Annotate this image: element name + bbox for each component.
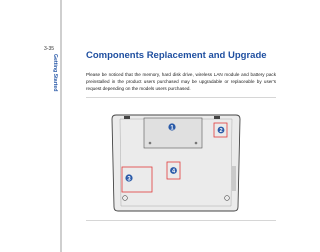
callout-4-label: 4 <box>171 168 176 175</box>
cover-screw <box>195 142 198 145</box>
section-paragraph: Please be noticed that the memory, hard disk drive, wireless LAN module and battery pack preinstalled in the product users purchased may be upgradable or replaceable by user's request depending on the models users purchased. <box>86 72 276 91</box>
section-title: Components Replacement and Upgrade <box>86 50 267 61</box>
sidebar-divider <box>60 0 62 252</box>
page-number: 3-35 <box>44 46 55 52</box>
laptop-bottom-figure <box>110 111 242 213</box>
callout-1-label: 1 <box>170 125 174 132</box>
callout-2-label: 2 <box>219 128 223 135</box>
latch-right <box>214 116 220 119</box>
cover-screw <box>149 142 152 145</box>
bottom-divider <box>86 220 276 221</box>
memory-compartment <box>144 118 202 148</box>
latch-left <box>124 116 130 119</box>
chapter-side-label: Getting Started <box>52 54 58 92</box>
top-divider <box>86 97 276 98</box>
callout-3-label: 3 <box>127 176 131 183</box>
